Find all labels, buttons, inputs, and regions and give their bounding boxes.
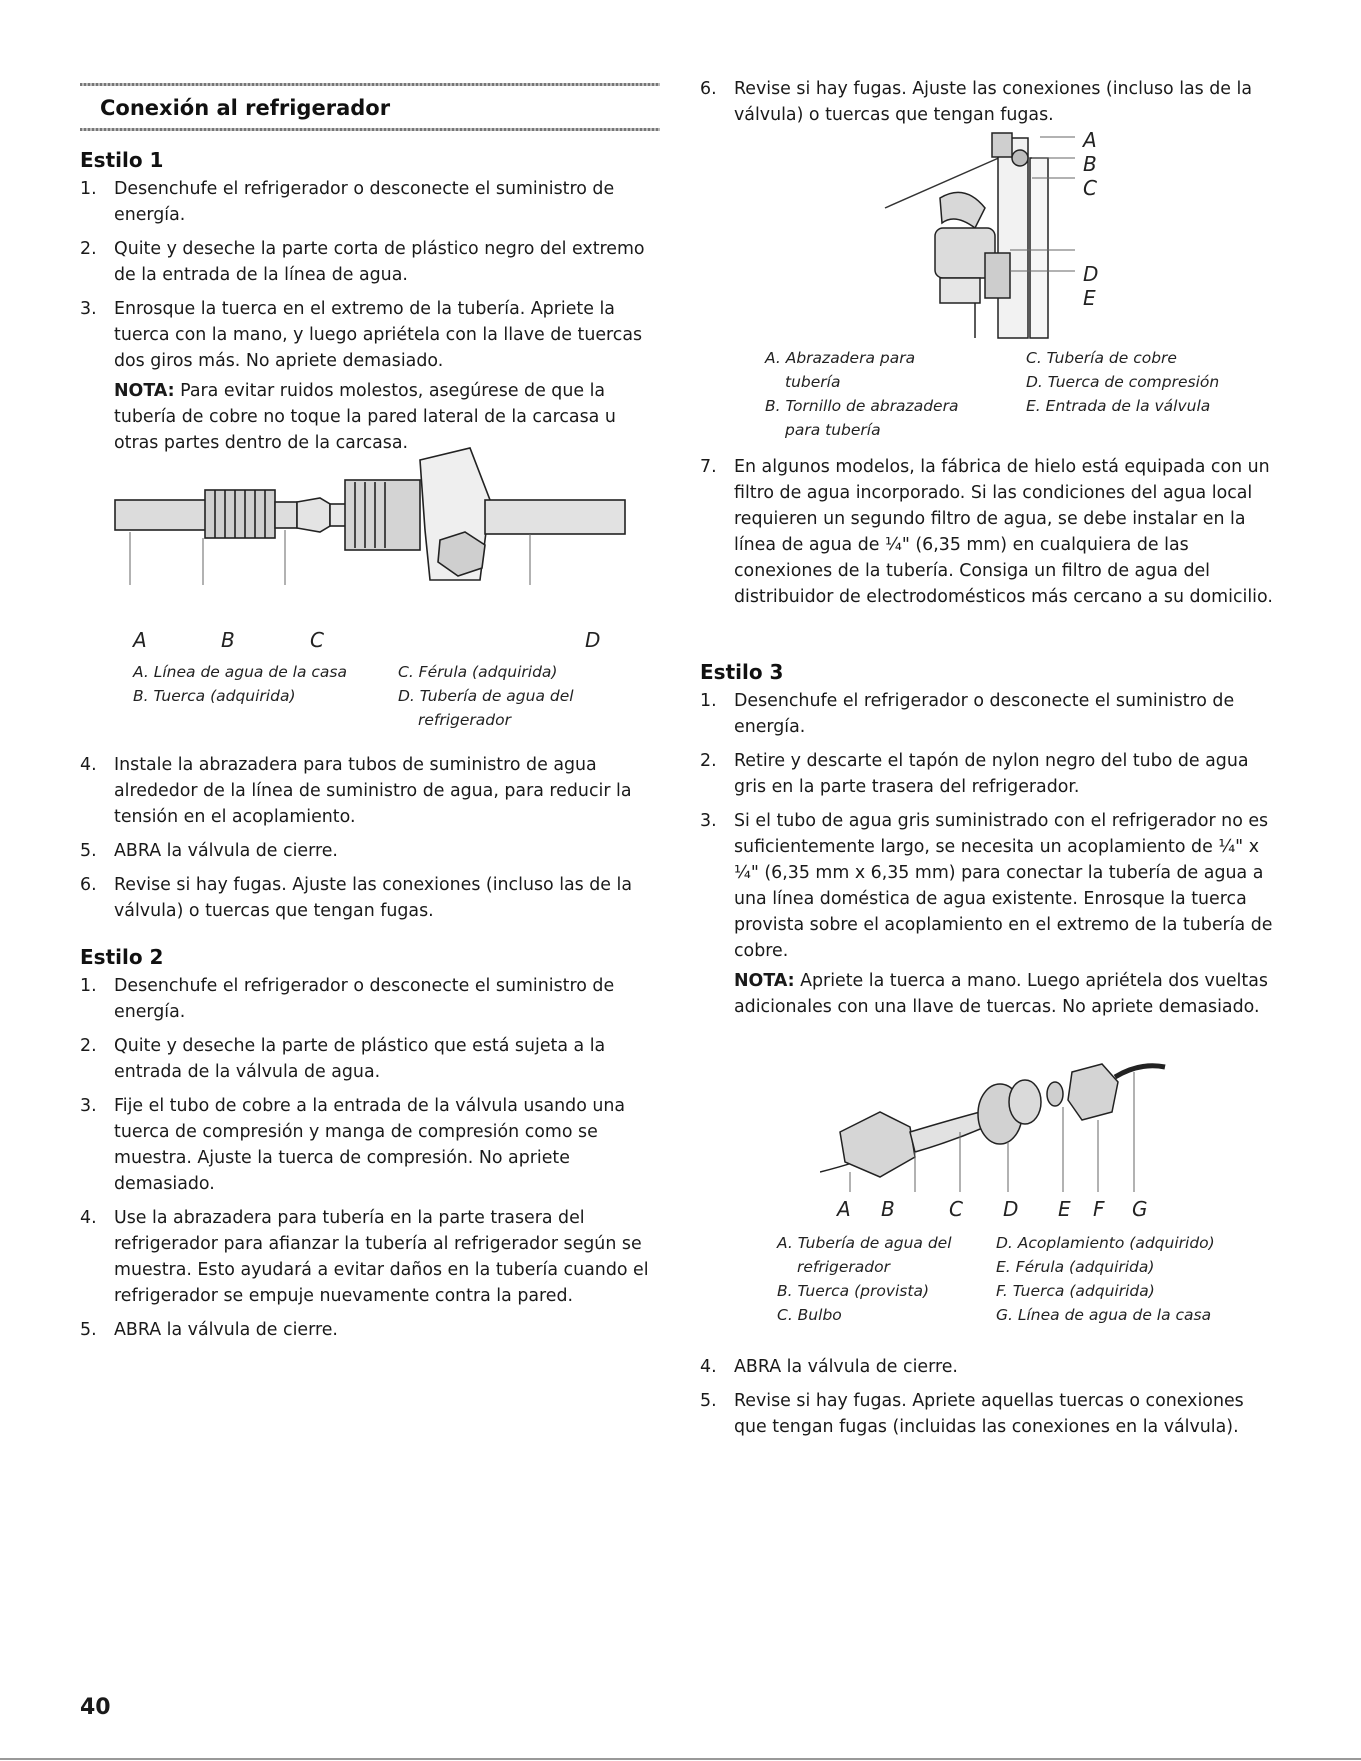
fig3-letter-b: B — [881, 1197, 895, 1221]
pipe-clamp — [992, 133, 1012, 157]
house-water-line — [1115, 1066, 1165, 1077]
fig3-letter-g: G — [1132, 1197, 1148, 1221]
list-item: 1. Desenchufe el refrigerador o desconecte el suministro de energía. — [80, 179, 615, 225]
estilo1-steps-a — [80, 176, 660, 464]
fig1-letter-b: B — [221, 628, 235, 652]
estilo2-step7 — [700, 454, 1280, 618]
list-item: 5. Revise si hay fugas. Apriete aquellas tuercas o conexiones que tengan fugas (incluidas las conexiones en la válvula). — [700, 1391, 1244, 1437]
refrigerator-water-tube — [485, 500, 625, 534]
list-item: 5. ABRA la válvula de cierre. — [80, 841, 338, 861]
bottom-rule — [0, 1758, 1361, 1760]
list-item: 6. Revise si hay fugas. Ajuste las conexiones (incluso las de la válvula) o tuercas que tengan fugas. — [700, 79, 1253, 125]
fig2-captions-left: A. Abrazadera para tubería B. Tornillo de abrazadera para tubería — [765, 349, 959, 439]
list-item: 7. En algunos modelos, la fábrica de hielo está equipada con un filtro de agua incorporado. Si las condiciones del agua local requieren un segundo filtro de agua, se debe instalar en la línea de agua de ¼" (6,35 mm) en cualquiera de las conexiones de la tubería. Consiga un filtro de agua del distribuidor de electrodomésticos más cercano a su domicilio. — [700, 457, 1273, 607]
list-item: 1. Desenchufe el refrigerador o desconecte el suministro de energía. — [700, 691, 1235, 737]
house-water-line — [115, 500, 215, 530]
ferrule-taper — [297, 498, 330, 532]
list-item: 6. Revise si hay fugas. Ajuste las conexiones (incluso las de la válvula) o tuercas que tengan fugas. — [80, 875, 633, 921]
fig2-captions-right: C. Tubería de cobre D. Tuerca de compresión E. Entrada de la válvula — [1026, 349, 1220, 415]
fig3-captions-right: D. Acoplamiento (adquirido) E. Férula (adquirida) F. Tuerca (adquirida) G. Línea de agua de la casa — [996, 1234, 1215, 1324]
fig3-letter-a: A — [837, 1197, 851, 1221]
estilo2-step6 — [700, 76, 1280, 136]
list-item: 2. Quite y deseche la parte de plástico que está sujeta a la entrada de la válvula de agua. — [80, 1036, 606, 1082]
fig2-letter-a: A — [1083, 128, 1097, 152]
fig3-letter-c: C — [949, 1197, 963, 1221]
fig2-letter-d: D — [1083, 262, 1099, 286]
fig1-letter-a: A — [133, 628, 147, 652]
list-item: 1. Desenchufe el refrigerador o desconecte el suministro de energía. — [80, 976, 615, 1022]
compression-nut — [940, 192, 985, 228]
fig3-letter-f: F — [1093, 1197, 1105, 1221]
estilo3-figure — [820, 1042, 1170, 1197]
list-item: 4. Use la abrazadera para tubería en la parte trasera del refrigerador para afianzar la tubería al refrigerador según se muestra. Esto ayudará a evitar daños en la tubería cuando el refrigerador se empuje nuevamente contra la pared. — [80, 1208, 649, 1306]
fig1-captions-right: C. Férula (adquirida) D. Tubería de agua del refrigerador — [398, 663, 574, 729]
estilo2-heading: Estilo 2 — [80, 945, 164, 969]
valve-inlet — [985, 253, 1010, 298]
estilo3-steps-b — [700, 1354, 1280, 1448]
fig2-letter-c: C — [1083, 176, 1097, 200]
provided-nut — [840, 1112, 915, 1177]
fig1-letter-c: C — [310, 628, 324, 652]
list-item: 3. Si el tubo de agua gris suministrado con el refrigerador no es suficientemente largo, se necesita un acoplamiento de ¼" x ¼" (6,35 mm x 6,35 mm) para conectar la tubería de agua a una línea doméstica de agua existente. Enrosque la tuerca provista sobre el acoplamiento en el extremo de la tubería de cobre. NOTA: Apriete la tuerca a mano. Luego apriételа dos vueltas adicionales con una llave de tuercas. No apriete demasiado. — [700, 808, 1280, 1020]
clamp-screw — [1012, 150, 1028, 166]
estilo1-steps-b — [80, 752, 660, 932]
fig1-captions-left: A. Línea de agua de la casa B. Tuerca (adquirida) — [133, 663, 347, 705]
list-item: 3. Fije el tubo de cobre a la entrada de la válvula usando una tuerca de compresión y manga de compresión como se muestra. Ajuste la tuerca de compresión. No apriete demasiado. — [80, 1096, 626, 1194]
fig3-letter-d: D — [1003, 1197, 1019, 1221]
ferrule — [275, 502, 297, 528]
purchased-nut — [1068, 1064, 1118, 1120]
estilo3-heading: Estilo 3 — [700, 660, 784, 684]
list-item: 5. ABRA la válvula de cierre. — [80, 1320, 338, 1340]
thread-nut — [345, 480, 420, 550]
list-item: 2. Retire y descarte el tapón de nylon negro del tubo de agua gris en la parte trasera del refrigerador. — [700, 751, 1249, 797]
fig2-letter-b: B — [1083, 152, 1097, 176]
estilo3-steps-a — [700, 688, 1280, 1028]
list-item: 3. Enrosque la tuerca en el extremo de la tubería. Apriete la tuerca con la mano, y luego apriételа con la llave de tuercas dos giros más. No apriete demasiado. NOTA: Para evitar ruidos molestos, asegúrese de que la tubería de cobre no toque la pared lateral de la carcasa u otras partes dentro de la carcasa. — [80, 296, 660, 456]
estilo2-steps — [80, 973, 660, 1351]
list-item: 4. Instale la abrazadera para tubos de suministro de agua alrededor de la línea de suministro de agua, para reducir la tensión en el acoplamiento. — [80, 755, 632, 827]
bulb — [910, 1112, 985, 1152]
fig2-letter-e: E — [1083, 286, 1096, 310]
page-number: 40 — [80, 1695, 111, 1720]
estilo1-figure — [110, 440, 630, 630]
list-item: 4. ABRA la válvula de cierre. — [700, 1357, 958, 1377]
section-title: Conexión al refrigerador — [100, 96, 391, 120]
cabinet-rail — [998, 138, 1028, 338]
section-rule-bottom — [80, 128, 660, 131]
fig3-letter-e: E — [1058, 1197, 1071, 1221]
estilo1-note: NOTA: Para evitar ruidos molestos, asegúrese de que la tubería de cobre no toque la pared lateral de la carcasa u otras partes dentro de la carcasa. — [114, 381, 616, 453]
ferrule — [1047, 1082, 1063, 1106]
estilo2-figure — [880, 128, 1080, 343]
estilo1-heading: Estilo 1 — [80, 148, 164, 172]
fig3-captions-left: A. Tubería de agua del refrigerador B. Tuerca (provista) C. Bulbo — [777, 1234, 952, 1324]
list-item: 2. Quite y deseche la parte corta de plástico negro del extremo de la entrada de la línea de agua. — [80, 239, 645, 285]
section-rule-top — [80, 83, 660, 86]
fig1-letter-d: D — [585, 628, 601, 652]
estilo3-note: NOTA: Apriete la tuerca a mano. Luego apriételа dos vueltas adicionales con una llave de tuercas. No apriete demasiado. — [734, 971, 1268, 1017]
